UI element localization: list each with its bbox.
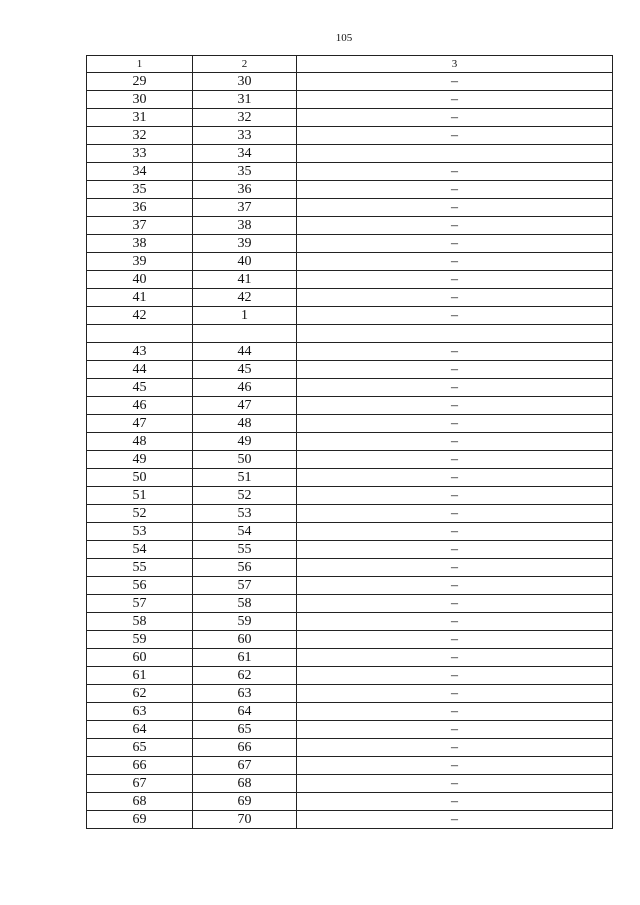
table-cell-col-3: – xyxy=(297,415,613,433)
table-cell-col-1: 61 xyxy=(87,667,193,685)
table-row xyxy=(87,541,613,559)
table-cell-col-2: 50 xyxy=(193,451,297,469)
table-cell-col-2: 65 xyxy=(193,721,297,739)
table-row xyxy=(87,523,613,541)
table-row xyxy=(87,559,613,577)
table-row xyxy=(87,271,613,289)
table-row xyxy=(87,217,613,235)
table-cell-col-2: 35 xyxy=(193,163,297,181)
table-cell-col-2 xyxy=(193,325,297,343)
table-row xyxy=(87,433,613,451)
table-cell-col-1: 46 xyxy=(87,397,193,415)
table-cell-col-1: 67 xyxy=(87,775,193,793)
table-cell-col-2: 47 xyxy=(193,397,297,415)
table-cell-col-1: 29 xyxy=(87,73,193,91)
table-cell-col-2: 38 xyxy=(193,217,297,235)
table-row xyxy=(87,631,613,649)
table-cell-col-1: 40 xyxy=(87,271,193,289)
table-cell-col-2: 51 xyxy=(193,469,297,487)
table-cell-col-1: 56 xyxy=(87,577,193,595)
table-cell-col-2: 58 xyxy=(193,595,297,613)
table-row xyxy=(87,451,613,469)
column-header-2: 2 xyxy=(193,56,297,73)
table-cell-col-1: 31 xyxy=(87,109,193,127)
table-cell-col-3 xyxy=(297,325,613,343)
table-cell-col-1: 64 xyxy=(87,721,193,739)
table-cell-col-2: 52 xyxy=(193,487,297,505)
table-cell-col-3: – xyxy=(297,217,613,235)
table-cell-col-2: 53 xyxy=(193,505,297,523)
table-row xyxy=(87,91,613,109)
table-cell-col-3: – xyxy=(297,667,613,685)
column-header-1: 1 xyxy=(87,56,193,73)
table-cell-col-2: 39 xyxy=(193,235,297,253)
table-row xyxy=(87,109,613,127)
table-cell-col-3: – xyxy=(297,487,613,505)
table-cell-col-1: 68 xyxy=(87,793,193,811)
table-row xyxy=(87,397,613,415)
table-cell-col-2: 42 xyxy=(193,289,297,307)
table-cell-col-3: – xyxy=(297,685,613,703)
table-row xyxy=(87,577,613,595)
table-row xyxy=(87,199,613,217)
table-cell-col-3: – xyxy=(297,775,613,793)
table-cell-col-1: 52 xyxy=(87,505,193,523)
table-cell-col-2: 46 xyxy=(193,379,297,397)
table-cell-col-2: 36 xyxy=(193,181,297,199)
table-cell-col-3: – xyxy=(297,91,613,109)
table-cell-col-3: – xyxy=(297,721,613,739)
table-cell-col-1: 60 xyxy=(87,649,193,667)
table-cell-col-3: – xyxy=(297,505,613,523)
table-cell-col-1: 43 xyxy=(87,343,193,361)
table-cell-col-1: 42 xyxy=(87,307,193,325)
table-cell-col-3: – xyxy=(297,541,613,559)
table-cell-col-2: 59 xyxy=(193,613,297,631)
table-cell-col-3: – xyxy=(297,811,613,829)
table-cell-col-2: 55 xyxy=(193,541,297,559)
table-row xyxy=(87,415,613,433)
data-table xyxy=(86,55,613,829)
table-cell-col-3: – xyxy=(297,397,613,415)
table-cell-col-1: 35 xyxy=(87,181,193,199)
table-cell-col-3: – xyxy=(297,181,613,199)
table-row xyxy=(87,73,613,91)
table-cell-col-3: – xyxy=(297,199,613,217)
table-cell-col-2: 66 xyxy=(193,739,297,757)
table-cell-col-2: 31 xyxy=(193,91,297,109)
table-cell-col-2: 60 xyxy=(193,631,297,649)
table-cell-col-3: – xyxy=(297,649,613,667)
table-row xyxy=(87,667,613,685)
table-row xyxy=(87,487,613,505)
table-cell-col-1: 59 xyxy=(87,631,193,649)
table-cell-col-1: 51 xyxy=(87,487,193,505)
table-row xyxy=(87,307,613,325)
table-row xyxy=(87,253,613,271)
table-cell-col-3: – xyxy=(297,361,613,379)
table-cell-col-3: – xyxy=(297,703,613,721)
table-row xyxy=(87,145,613,163)
table-cell-col-3: – xyxy=(297,577,613,595)
table-cell-col-2: 37 xyxy=(193,199,297,217)
table-cell-col-3: – xyxy=(297,757,613,775)
table-cell-col-3: – xyxy=(297,307,613,325)
table-cell-col-2: 54 xyxy=(193,523,297,541)
column-header-3: 3 xyxy=(297,56,613,73)
table-row xyxy=(87,127,613,145)
table-row xyxy=(87,613,613,631)
table-cell-col-3: – xyxy=(297,343,613,361)
table-cell-col-1: 53 xyxy=(87,523,193,541)
table-cell-col-1: 48 xyxy=(87,433,193,451)
table-cell-col-1: 34 xyxy=(87,163,193,181)
table-row xyxy=(87,721,613,739)
table-cell-col-3: – xyxy=(297,433,613,451)
table-row xyxy=(87,793,613,811)
table-row xyxy=(87,379,613,397)
table-cell-col-1: 49 xyxy=(87,451,193,469)
table-row xyxy=(87,469,613,487)
table-cell-col-3: – xyxy=(297,127,613,145)
header-row xyxy=(87,56,613,73)
table-cell-col-1: 33 xyxy=(87,145,193,163)
table-cell-col-3: – xyxy=(297,253,613,271)
table-cell-col-3: – xyxy=(297,235,613,253)
table-cell-col-2: 49 xyxy=(193,433,297,451)
table-cell-col-2: 40 xyxy=(193,253,297,271)
table-cell-col-1: 65 xyxy=(87,739,193,757)
table-cell-col-2: 32 xyxy=(193,109,297,127)
table-cell-col-1: 30 xyxy=(87,91,193,109)
table-cell-col-3: – xyxy=(297,469,613,487)
table-cell-col-3: – xyxy=(297,613,613,631)
table-row xyxy=(87,757,613,775)
table-cell-col-2: 68 xyxy=(193,775,297,793)
table-cell-col-2: 1 xyxy=(193,307,297,325)
table-cell-col-1 xyxy=(87,325,193,343)
table-cell-col-2: 64 xyxy=(193,703,297,721)
table-cell-col-1: 50 xyxy=(87,469,193,487)
table-cell-col-1: 44 xyxy=(87,361,193,379)
table-row xyxy=(87,325,613,343)
table-cell-col-3: – xyxy=(297,793,613,811)
table-row xyxy=(87,181,613,199)
table-cell-col-2: 57 xyxy=(193,577,297,595)
table-cell-col-1: 63 xyxy=(87,703,193,721)
table-cell-col-2: 61 xyxy=(193,649,297,667)
table-cell-col-2: 33 xyxy=(193,127,297,145)
page-number: 105 xyxy=(335,32,353,44)
table-cell-col-1: 41 xyxy=(87,289,193,307)
table-cell-col-1: 58 xyxy=(87,613,193,631)
table-row xyxy=(87,343,613,361)
table-cell-col-2: 67 xyxy=(193,757,297,775)
table-cell-col-1: 39 xyxy=(87,253,193,271)
table-row xyxy=(87,289,613,307)
table-cell-col-3: – xyxy=(297,451,613,469)
table-cell-col-3: – xyxy=(297,289,613,307)
table-cell-col-1: 55 xyxy=(87,559,193,577)
table-cell-col-2: 41 xyxy=(193,271,297,289)
table-cell-col-1: 66 xyxy=(87,757,193,775)
table-cell-col-3: – xyxy=(297,523,613,541)
table-cell-col-2: 70 xyxy=(193,811,297,829)
table-cell-col-3: – xyxy=(297,109,613,127)
table-cell-col-3: – xyxy=(297,379,613,397)
table-cell-col-2: 34 xyxy=(193,145,297,163)
table-cell-col-2: 45 xyxy=(193,361,297,379)
table-cell-col-1: 38 xyxy=(87,235,193,253)
table-cell-col-3: – xyxy=(297,595,613,613)
table-row xyxy=(87,235,613,253)
table-header xyxy=(87,56,613,73)
table-cell-col-3: – xyxy=(297,739,613,757)
table-cell-col-2: 30 xyxy=(193,73,297,91)
table-cell-col-1: 37 xyxy=(87,217,193,235)
table-cell-col-2: 63 xyxy=(193,685,297,703)
table-cell-col-1: 69 xyxy=(87,811,193,829)
table-body xyxy=(87,73,613,829)
table-cell-col-1: 36 xyxy=(87,199,193,217)
table-row xyxy=(87,163,613,181)
table-row xyxy=(87,811,613,829)
table-cell-col-1: 47 xyxy=(87,415,193,433)
table-cell-col-2: 69 xyxy=(193,793,297,811)
table-cell-col-3: – xyxy=(297,631,613,649)
table-row xyxy=(87,685,613,703)
table-cell-col-2: 44 xyxy=(193,343,297,361)
table-cell-col-3: – xyxy=(297,163,613,181)
table-cell-col-1: 62 xyxy=(87,685,193,703)
table-cell-col-2: 48 xyxy=(193,415,297,433)
table-row xyxy=(87,703,613,721)
table-row xyxy=(87,595,613,613)
table-row xyxy=(87,649,613,667)
table-cell-col-1: 32 xyxy=(87,127,193,145)
table-cell-col-3: – xyxy=(297,559,613,577)
table-row xyxy=(87,505,613,523)
table-cell-col-3 xyxy=(297,145,613,163)
table-cell-col-1: 57 xyxy=(87,595,193,613)
table-cell-col-3: – xyxy=(297,271,613,289)
table-row xyxy=(87,775,613,793)
table-cell-col-2: 56 xyxy=(193,559,297,577)
table-cell-col-3: – xyxy=(297,73,613,91)
table-row xyxy=(87,739,613,757)
table-cell-col-1: 54 xyxy=(87,541,193,559)
table-row xyxy=(87,361,613,379)
table-cell-col-1: 45 xyxy=(87,379,193,397)
table-cell-col-2: 62 xyxy=(193,667,297,685)
